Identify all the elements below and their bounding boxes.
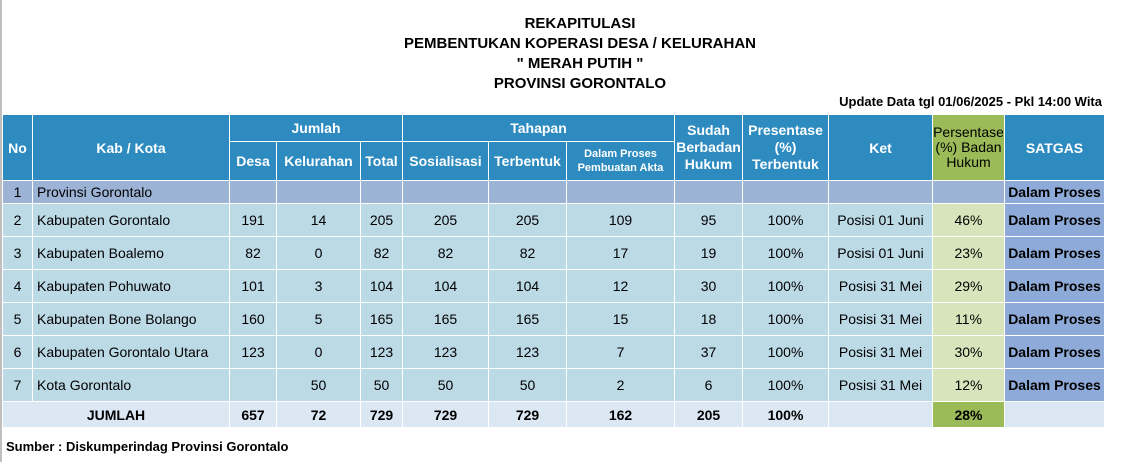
title-line-3: " MERAH PUTIH " xyxy=(516,55,644,72)
recap-table xyxy=(2,114,1105,428)
cell-terbentuk: 205 xyxy=(489,204,567,237)
total-pct-terbentuk: 100% xyxy=(743,402,829,428)
cell-satgas: Dalam Proses xyxy=(1005,303,1105,336)
table-row xyxy=(3,270,1105,303)
cell-total: 123 xyxy=(361,336,403,369)
cell-terbentuk: 82 xyxy=(489,237,567,270)
cell-berbadan: 6 xyxy=(675,369,743,402)
total-total: 729 xyxy=(361,402,403,428)
cell-berbadan: 18 xyxy=(675,303,743,336)
cell-pct-badan: 30% xyxy=(933,336,1005,369)
cell-kelurahan: 14 xyxy=(277,204,361,237)
cell-pct-terbentuk: 100% xyxy=(743,237,829,270)
cell-pct-terbentuk: 100% xyxy=(743,270,829,303)
cell-berbadan: 95 xyxy=(675,204,743,237)
title-line-1: REKAPITULASI xyxy=(524,15,636,32)
cell-sosialisasi: 123 xyxy=(403,336,489,369)
header-presentase-terbentuk: Presentase (%) Terbentuk xyxy=(743,115,829,181)
total-pct-badan: 28% xyxy=(933,402,1005,428)
cell-name: Kabupaten Bone Bolango xyxy=(33,303,230,336)
header-persentase-badan: Persentase (%) Badan Hukum xyxy=(933,115,1005,181)
total-kelurahan: 72 xyxy=(277,402,361,428)
cell-desa: 123 xyxy=(230,336,277,369)
cell-pct-badan: 12% xyxy=(933,369,1005,402)
cell-kelurahan: 3 xyxy=(277,270,361,303)
cell-ket: Posisi 31 Mei xyxy=(829,336,933,369)
cell-no: 4 xyxy=(3,270,33,303)
cell-empty xyxy=(403,181,489,204)
header-no: No xyxy=(3,115,33,181)
header-tahapan: Tahapan xyxy=(403,115,675,142)
cell-total: 205 xyxy=(361,204,403,237)
cell-total: 82 xyxy=(361,237,403,270)
header-terbentuk: Terbentuk xyxy=(489,142,567,181)
cell-satgas: Dalam Proses xyxy=(1005,270,1105,303)
cell-dalam-proses: 2 xyxy=(567,369,675,402)
cell-total: 165 xyxy=(361,303,403,336)
cell-kelurahan: 0 xyxy=(277,336,361,369)
cell-empty xyxy=(743,181,829,204)
table-row xyxy=(3,369,1105,402)
title-line-2: PEMBENTUKAN KOPERASI DESA / KELURAHAN xyxy=(404,35,756,52)
cell-ket: Posisi 01 Juni xyxy=(829,237,933,270)
cell-name: Kabupaten Gorontalo xyxy=(33,204,230,237)
table-row xyxy=(3,303,1105,336)
cell-pct-badan: 23% xyxy=(933,237,1005,270)
header-jumlah: Jumlah xyxy=(230,115,403,142)
cell-terbentuk: 165 xyxy=(489,303,567,336)
cell-sosialisasi: 165 xyxy=(403,303,489,336)
cell-empty xyxy=(230,181,277,204)
cell-ket: Posisi 31 Mei xyxy=(829,270,933,303)
cell-empty xyxy=(567,181,675,204)
cell-dalam-proses: 7 xyxy=(567,336,675,369)
cell-ket: Posisi 31 Mei xyxy=(829,369,933,402)
total-terbentuk: 729 xyxy=(489,402,567,428)
header-kab-kota: Kab / Kota xyxy=(33,115,230,181)
cell-no: 2 xyxy=(3,204,33,237)
cell-satgas: Dalam Proses xyxy=(1005,237,1105,270)
total-sosialisasi: 729 xyxy=(403,402,489,428)
total-row xyxy=(3,402,1105,428)
cell-empty xyxy=(361,181,403,204)
cell-pct-terbentuk: 100% xyxy=(743,336,829,369)
table-row xyxy=(3,336,1105,369)
update-note: Update Data tgl 01/06/2025 - Pkl 14:00 Wita xyxy=(839,94,1102,109)
cell-berbadan: 30 xyxy=(675,270,743,303)
cell-desa: 160 xyxy=(230,303,277,336)
cell-empty xyxy=(489,181,567,204)
cell-pct-terbentuk: 100% xyxy=(743,303,829,336)
cell-berbadan: 19 xyxy=(675,237,743,270)
cell-desa: 191 xyxy=(230,204,277,237)
header-kelurahan: Kelurahan xyxy=(277,142,361,181)
cell-empty xyxy=(277,181,361,204)
cell-empty xyxy=(933,181,1005,204)
header-sudah-berbadan: Sudah Berbadan Hukum xyxy=(675,115,743,181)
cell-desa xyxy=(230,369,277,402)
cell-dalam-proses: 17 xyxy=(567,237,675,270)
header-dalam-proses: Dalam Proses Pembuatan Akta xyxy=(567,142,675,181)
total-berbadan: 205 xyxy=(675,402,743,428)
title-line-4: PROVINSI GORONTALO xyxy=(493,75,667,92)
cell-pct-terbentuk: 100% xyxy=(743,369,829,402)
title-block xyxy=(0,14,1128,94)
header-sosialisasi: Sosialisasi xyxy=(403,142,489,181)
cell-desa: 101 xyxy=(230,270,277,303)
cell-sosialisasi: 104 xyxy=(403,270,489,303)
cell-sosialisasi: 82 xyxy=(403,237,489,270)
province-row xyxy=(3,181,1105,204)
cell-pct-badan: 46% xyxy=(933,204,1005,237)
province-no: 1 xyxy=(3,181,33,204)
cell-total: 50 xyxy=(361,369,403,402)
cell-desa: 82 xyxy=(230,237,277,270)
cell-terbentuk: 123 xyxy=(489,336,567,369)
cell-name: Kabupaten Boalemo xyxy=(33,237,230,270)
cell-ket: Posisi 31 Mei xyxy=(829,303,933,336)
total-dalam-proses: 162 xyxy=(567,402,675,428)
cell-no: 6 xyxy=(3,336,33,369)
province-name: Provinsi Gorontalo xyxy=(33,181,230,204)
cell-kelurahan: 0 xyxy=(277,237,361,270)
header-total: Total xyxy=(361,142,403,181)
cell-satgas: Dalam Proses xyxy=(1005,204,1105,237)
cell-satgas: Dalam Proses xyxy=(1005,336,1105,369)
cell-dalam-proses: 109 xyxy=(567,204,675,237)
cell-no: 3 xyxy=(3,237,33,270)
province-satgas: Dalam Proses xyxy=(1005,181,1105,204)
header-satgas: SATGAS xyxy=(1005,115,1105,181)
cell-dalam-proses: 12 xyxy=(567,270,675,303)
cell-ket: Posisi 01 Juni xyxy=(829,204,933,237)
cell-pct-terbentuk: 100% xyxy=(743,204,829,237)
cell-terbentuk: 104 xyxy=(489,270,567,303)
cell-pct-badan: 11% xyxy=(933,303,1005,336)
table-row xyxy=(3,237,1105,270)
cell-empty xyxy=(829,181,933,204)
cell-name: Kabupaten Gorontalo Utara xyxy=(33,336,230,369)
cell-kelurahan: 50 xyxy=(277,369,361,402)
cell-name: Kota Gorontalo xyxy=(33,369,230,402)
cell-name: Kabupaten Pohuwato xyxy=(33,270,230,303)
total-label: JUMLAH xyxy=(3,402,230,428)
header-desa: Desa xyxy=(230,142,277,181)
cell-dalam-proses: 15 xyxy=(567,303,675,336)
cell-total: 104 xyxy=(361,270,403,303)
cell-satgas: Dalam Proses xyxy=(1005,369,1105,402)
header-ket: Ket xyxy=(829,115,933,181)
cell-sosialisasi: 205 xyxy=(403,204,489,237)
cell-terbentuk: 50 xyxy=(489,369,567,402)
cell-berbadan: 37 xyxy=(675,336,743,369)
cell-no: 7 xyxy=(3,369,33,402)
cell-empty xyxy=(675,181,743,204)
source-note: Sumber : Diskumperindag Provinsi Gorontalo xyxy=(6,439,289,454)
cell-sosialisasi: 50 xyxy=(403,369,489,402)
table-row xyxy=(3,204,1105,237)
total-satgas xyxy=(1005,402,1105,428)
cell-pct-badan: 29% xyxy=(933,270,1005,303)
total-ket xyxy=(829,402,933,428)
total-desa: 657 xyxy=(230,402,277,428)
cell-kelurahan: 5 xyxy=(277,303,361,336)
cell-no: 5 xyxy=(3,303,33,336)
